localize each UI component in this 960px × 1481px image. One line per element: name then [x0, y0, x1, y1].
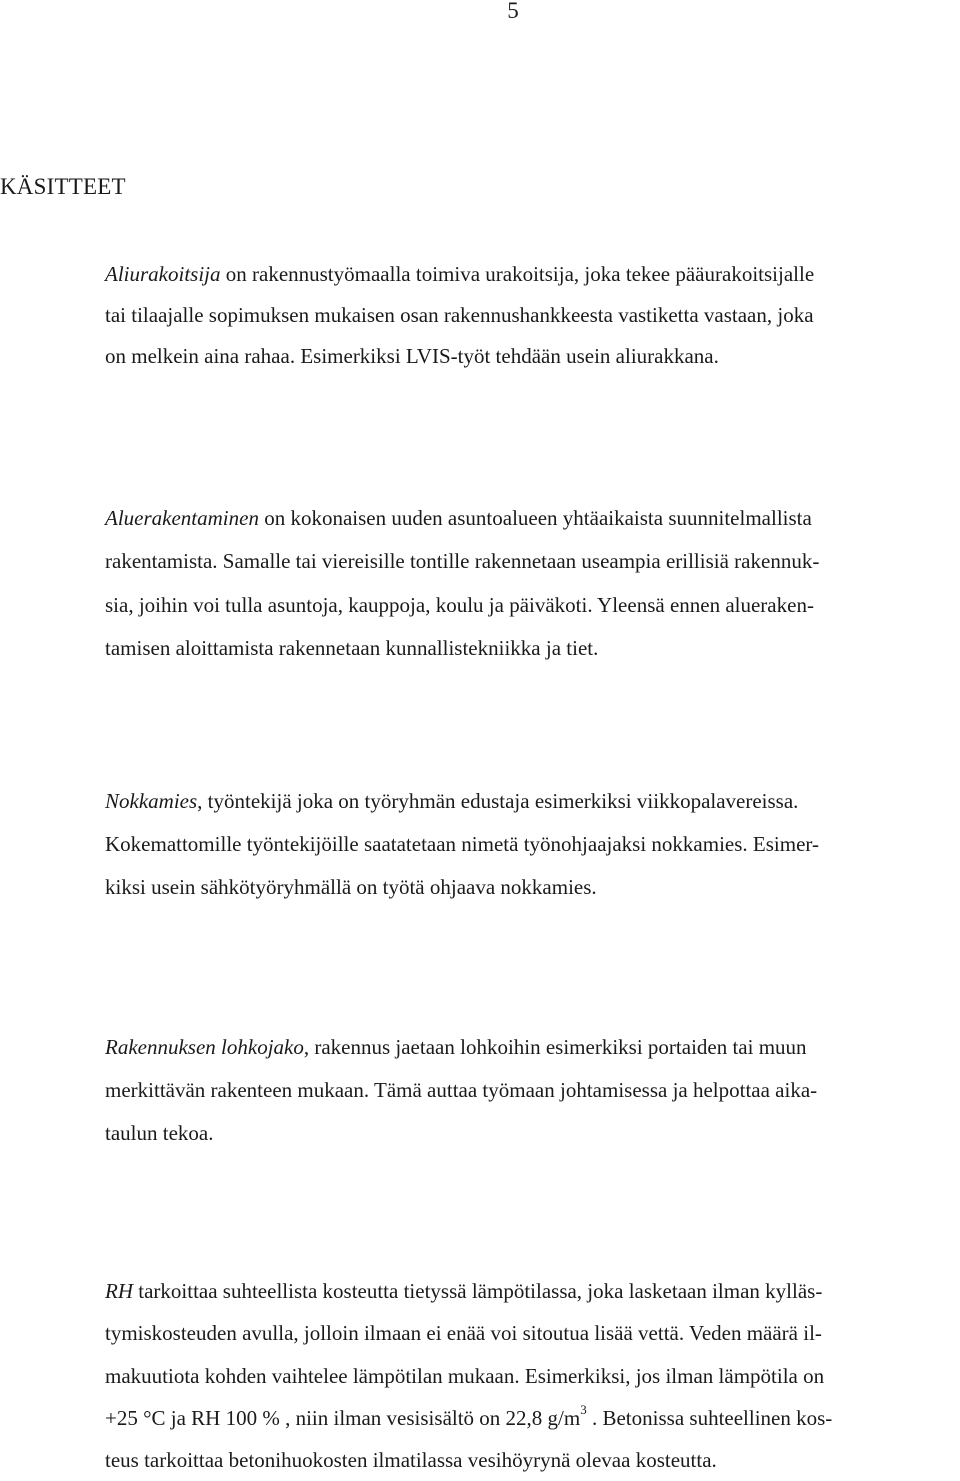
- definition-line: merkittävän rakenteen mukaan. Tämä auttaa työmaan johtamisessa ja helpottaa aika-: [105, 1078, 818, 1102]
- definition-line: [105, 1026, 945, 1069]
- formula-text-continuation: . Betonissa suhteellinen kos-: [586, 1405, 833, 1430]
- term-label: Nokkamies: [105, 789, 198, 813]
- definition-text: , työntekijä joka on työryhmän edustaja esimerkiksi viikkopalavereissa.: [197, 789, 799, 813]
- definition-line: [105, 254, 945, 295]
- definition-rakennuksen-lohkojako: [105, 1026, 945, 1155]
- definition-nokkamies: [105, 780, 945, 909]
- definition-line: sia, joihin voi tulla asuntoja, kauppoja, koulu ja päiväkoti. Yleensä ennen alueraken-: [105, 592, 814, 617]
- definition-line: kiksi usein sähkötyöryhmällä on työtä ohjaava nokkamies.: [105, 875, 597, 899]
- formula-line: [105, 1397, 945, 1439]
- superscript-exponent: 3: [580, 1401, 587, 1417]
- definition-text: on rakennustyömaalla toimiva urakoitsija, joka tekee pääurakoitsijalle: [220, 262, 815, 286]
- definition-aliurakoitsija: [105, 254, 945, 377]
- definition-line: [105, 780, 945, 823]
- definition-line: teus tarkoittaa betonihuokosten ilmatilassa vesihöyrynä olevaa kosteutta.: [105, 1448, 717, 1473]
- term-label: Rakennuksen lohkojako: [105, 1035, 304, 1059]
- section-heading: KÄSITTEET: [0, 174, 126, 199]
- definition-line: tamisen aloittamista rakennetaan kunnallistekniikka ja tiet.: [105, 635, 599, 660]
- term-label: Aliurakoitsija: [105, 262, 221, 286]
- definition-line: taulun tekoa.: [105, 1121, 214, 1145]
- definition-line: makuutiota kohden vaihtelee lämpötilan mukaan. Esimerkiksi, jos ilman lämpötila on: [105, 1363, 825, 1388]
- definition-line: on melkein aina rahaa. Esimerkiksi LVIS-työt tehdään usein aliurakkana.: [105, 344, 719, 368]
- definition-line: tai tilaajalle sopimuksen mukaisen osan rakennushankkeesta vastiketta vastaan, joka: [105, 303, 814, 327]
- definition-line: tymiskosteuden avulla, jolloin ilmaan ei enää voi sitoutua lisää vettä. Veden määrä il-: [105, 1321, 822, 1346]
- definition-aluerakentaminen: [105, 497, 945, 670]
- definition-text: tarkoittaa suhteellista kosteutta tietyssä lämpötilassa, joka lasketaan ilman kylläs-: [133, 1279, 823, 1303]
- term-label: Aluerakentaminen: [105, 506, 259, 530]
- definition-line: Kokemattomille työntekijöille saatatetaan nimetä työnohjaajaksi nokkamies. Esimer-: [105, 832, 819, 856]
- definition-text: on kokonaisen uuden asuntoalueen yhtäaikaista suunnitelmallista: [258, 506, 812, 530]
- definition-line: [105, 497, 945, 540]
- page-number: 5: [507, 0, 519, 23]
- term-label: RH: [105, 1279, 133, 1303]
- definition-line: [105, 1270, 945, 1312]
- formula-text: +25 °C ja RH 100 % , niin ilman vesisisältö on 22,8 g/m: [105, 1405, 581, 1430]
- definition-line: rakentamista. Samalle tai viereisille tontille rakennetaan useampia erillisiä rakennuk-: [105, 549, 820, 574]
- definition-text: , rakennus jaetaan lohkoihin esimerkiksi portaiden tai muun: [303, 1035, 807, 1059]
- definition-rh: [105, 1270, 945, 1481]
